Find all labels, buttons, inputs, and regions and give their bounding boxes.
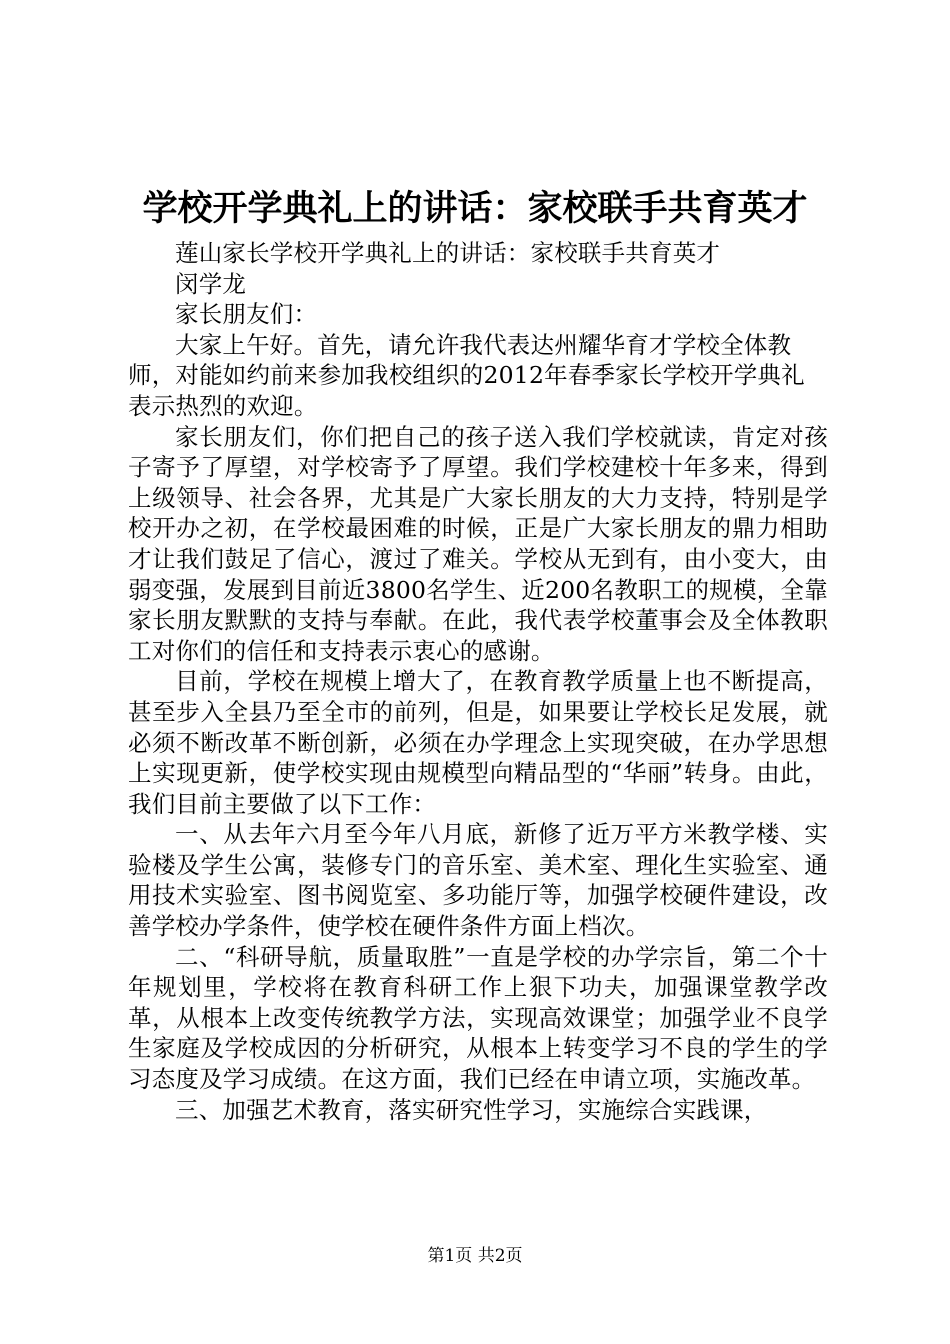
paragraph: 三、加强艺术教育，落实研究性学习，实施综合实践课，	[175, 1095, 768, 1124]
paragraph: 大家上午好。首先，请允许我代表达州耀华育才学校全体教师，对能如约前来参加我校组织的2012年春季家长学校开学典礼表示热烈的欢迎。	[128, 330, 805, 420]
page-footer: 第1页 共2页	[427, 1246, 523, 1266]
paragraph: 一、从去年六月至今年八月底，新修了近万平方米教学楼、实验楼及学生公寓，装修专门的音乐室、美术室、理化生实验室、通用技术实验室、图书阅览室、多功能厅等，加强学校硬件建设，改善学校办学条件，使学校在硬件条件方面上档次。	[128, 820, 828, 941]
document-title: 学校开学典礼上的讲话：家校联手共育英才	[142, 188, 808, 229]
document-author: 闵学龙	[175, 269, 247, 298]
document-salutation: 家长朋友们：	[175, 300, 318, 329]
paragraph: 目前，学校在规模上增大了，在教育教学质量上也不断提高，甚至步入全县乃至全市的前列，但是，如果要让学校长足发展，就必须不断改革不断创新，必须在办学理念上实现突破，在办学思想上实现更新，使学校实现由规模型向精品型的“华丽”转身。由此，我们目前主要做了以下工作：	[128, 667, 828, 818]
paragraph: 二、“科研导航，质量取胜”一直是学校的办学宗旨，第二个十年规划里，学校将在教育科研工作上狠下功夫，加强课堂教学改革，从根本上改变传统教学方法，实现高效课堂；加强学业不良学生家庭及学校成因的分析研究，从根本上转变学习不良的学生的学习态度及学习成绩。在这方面，我们已经在申请立项，实施改革。	[128, 942, 828, 1094]
paragraph: 家长朋友们，你们把自己的孩子送入我们学校就读，肯定对孩子寄予了厚望，对学校寄予了厚望。我们学校建校十年多来，得到上级领导、社会各界，尤其是广大家长朋友的大力支持，特别是学校开办之初，在学校最困难的时候，正是广大家长朋友的鼎力相助才让我们鼓足了信心，渡过了难关。学校从无到有，由小变大，由弱变强，发展到目前近3800名学生、近200名教职工的规模，全靠家长朋友默默的支持与奉献。在此，我代表学校董事会及全体教职工对你们的信任和支持表示衷心的感谢。	[128, 422, 828, 665]
document-subtitle: 莲山家长学校开学典礼上的讲话：家校联手共育英才	[175, 239, 721, 267]
document-body	[128, 238, 828, 1125]
